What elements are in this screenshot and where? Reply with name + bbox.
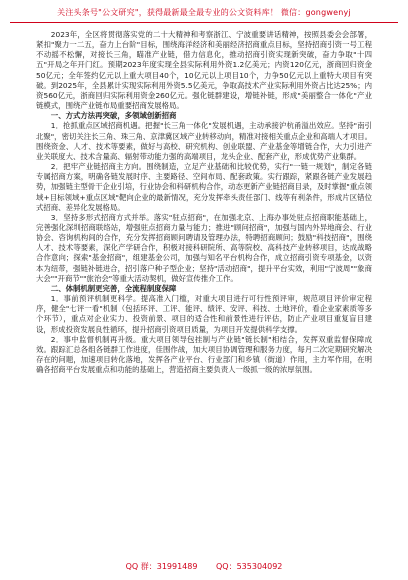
header-banner-text: 关注头条号"公文研究"，获得最新最全最专业的公文资料库！ 微信：gongwenyj [57, 8, 351, 17]
body-paragraph: 2．事中监督机制再升级。重大项目领导包挂制与产业链"链长制"相结合，发挥双重监督保障成效。跟踪汇总各组各链群工作进度，佳围作战，加大项目协调管理和服务力度，每月二次定期研究解决存在的问题，加速项目转化落地，发挥各产业平台、行业部门和乡镇（街道）作用，主力军作用，在明确各招商平台发展重点和功能的基础上，营造招商主要负责人一级抓一级的浓厚氛围。 [36, 334, 372, 375]
page-footer [0, 561, 408, 572]
body-paragraph: 2．把牢产业链招商主方向。围绕制造，立足产业基础和比较优势，实行"一链一规划"，制定各链专属招商方案，明确各链发展时序、主要路径、空间布局、配套政策。实行跟踪，紧跟各链产业发展趋势，加强链主型骨干企业引培，行业协会和科研机构合作，动态更新产业链招商目录，及时掌握"重点领域+目标领域+重点区域"靶向企业的最新情况，充分发挥牵头责任部门、线等有利条件，形成片区错位式招商、差异化发展格局。 [36, 162, 372, 212]
section-heading-2: 二、体制机制更完善，全流程制度保障 [50, 283, 177, 293]
page-header [0, 0, 408, 22]
header-divider [10, 22, 398, 23]
body-paragraph: 3．坚持多形式招商方式并举。落实"驻点招商"，在加强北京、上海办事处驻点招商职能基础上，完善强化深圳招商联络站，增强驻点招商力量与能力；推进"顾问招商"，加强与国内外异地商会、行业协会、咨询机构间的合作，充分发挥招商顾问聘请及管理办法，特聘招商顾问；鼓励"科技招商"，围绕人才、技术等要素，深化产学研合作，积极对接科研院所、高等院校、高科技产业转移项目，达成战略合作意向；探索"基金招商"，组建基金公司，加强与知名平台机构合作，成立招商引资专项基金，以资本为纽带，强链补链进合，招引落户种子型企业；坚持"活动招商"，提升平台实效，利用"宁波周""象商大会""开商节""旅治会"等重大活动契机，做好宣传推介工作。 [36, 212, 372, 283]
body-paragraph: 1．事前预评机制更科学。提高准入门槛，对重大项目进行可行性预评审，规范项目评价审定程序，健全"七评一看"机制（包括环评、工评、能评、绩评、安评、科技、土地评价，看企业家素质等多个环节），重点对企业实力、投资前景、项目的适合性和前景性进行评估，防止产业项目重复盲目建设，形成投资发展良性循环，提升招商引资项目质量，为项目开发提供科学支撑。 [36, 294, 372, 334]
section-heading-1: 一、方式方法再突破，多领域创新招商 [50, 111, 177, 121]
footer-qq-group: QQ 群：31991489 [125, 562, 198, 571]
body-paragraph: 1．抢抓重点区域招商机遇。把握"长三角一体化"发展机遇，主动承接沪杭甬溢出效应。坚持"南引北聚"，密切关注长三角、珠三角、京津冀区域产业转移动向，精准对接相关重点企业和高端人才项目。围绕资金、人才、技术等要素，做好与高校、研究机构、创业联盟、产业基金等增链合作，大力引进产业关联度大、技术含量高、辐射带动能力强的高端项目，龙头企业、配套产业，形成优势产业集群。 [36, 121, 372, 161]
document-body [36, 30, 372, 375]
intro-paragraph: 2023年，全区将贯彻落实党的二十大精神和考察浙江、宁波重要讲话精神，按照县委会会部署，紧扣"聚力一二五，奋力上台阶"目标，围绕海洋经济和美丽经济招商重点目标，坚持招商引资一号工程不动摇不松懈，对接长三角，瞄准产业链，借力信息化，推动招商引资实现新突破，奋力争取"十四五"开局之年开门红。预期2023年度实现全县实际利用外资1.2亿美元；内资120亿元，浙商回归资金50亿元；全年签约亿元以上重大项目40个，10亿元以上项目10个，力争50亿元以上重特大项目有突破。到2025年，全县累计实现实际利用外资5.5亿美元，争取高技术产业实际利用外资占比达25%；内资560亿元，浙商回归实际利用资金260亿元。强化链群建设，增链补链，形成"美丽整合一体化"产业链模式，围绕产业链布局重要招商发展格局。 [36, 30, 372, 111]
footer-qq: QQ：535304092 [216, 562, 283, 571]
